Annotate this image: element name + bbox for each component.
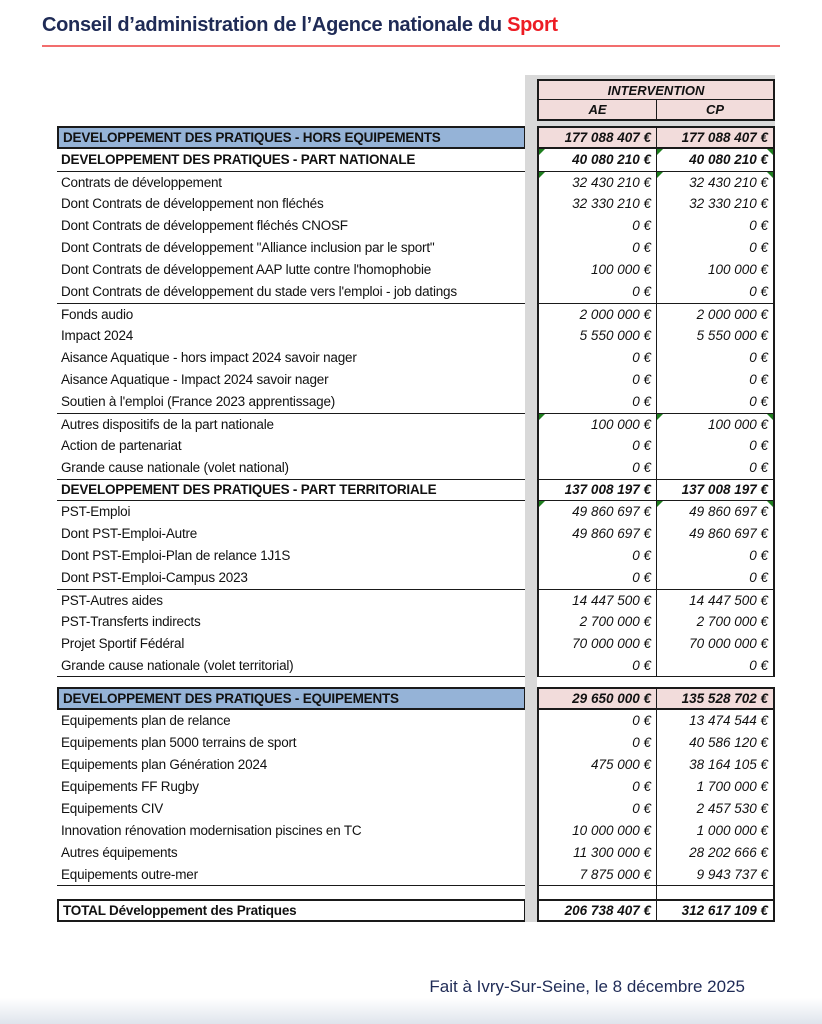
row-value-cp: 0 € xyxy=(656,545,775,567)
row-value-cp: 2 000 000 € xyxy=(656,303,775,325)
table-row xyxy=(57,281,775,303)
row-value-ae: 0 € xyxy=(537,347,656,369)
row-value-ae: 0 € xyxy=(537,655,656,677)
column-gutter xyxy=(525,303,537,325)
table-row xyxy=(57,435,775,457)
row-value-ae: 0 € xyxy=(537,776,656,798)
table-row xyxy=(57,391,775,413)
row-label: Equipements outre-mer xyxy=(57,864,525,886)
row-label: DEVELOPPEMENT DES PRATIQUES - EQUIPEMENTS xyxy=(57,687,525,710)
row-value-cp xyxy=(656,886,775,899)
column-gutter xyxy=(525,347,537,369)
table-row xyxy=(57,567,775,589)
table-row xyxy=(57,193,775,215)
table-row xyxy=(57,864,775,886)
table-row xyxy=(57,215,775,237)
row-label xyxy=(57,886,525,899)
row-value-ae: 0 € xyxy=(537,710,656,732)
table-row xyxy=(57,589,775,611)
footer-date: Fait à Ivry-Sur-Seine, le 8 décembre 2025 xyxy=(429,977,745,996)
header-col-ae: AE xyxy=(537,100,656,121)
table-row xyxy=(57,501,775,523)
row-value-cp: 32 430 210 € xyxy=(656,171,775,193)
row-label: Equipements plan de relance xyxy=(61,713,231,729)
table-row xyxy=(57,633,775,655)
row-label: Contrats de développement xyxy=(57,171,525,193)
column-gutter xyxy=(525,501,537,523)
row-label: Dont Contrats de développement non fléchés xyxy=(61,196,324,212)
table-row xyxy=(57,710,775,732)
column-gutter xyxy=(525,193,537,215)
row-value-cp: 0 € xyxy=(656,567,775,589)
row-value-cp: 1 000 000 € xyxy=(656,820,775,842)
table-row xyxy=(57,303,775,325)
row-label: Soutien à l'emploi (France 2023 apprentissage) xyxy=(61,394,336,410)
row-label: Autres équipements xyxy=(61,845,178,861)
row-value-ae: 100 000 € xyxy=(537,413,656,435)
row-value-cp: 177 088 407 € xyxy=(656,126,775,149)
row-value-cp: 49 860 697 € xyxy=(656,501,775,523)
page-title-highlight: Sport xyxy=(507,14,558,36)
row-label: Dont PST-Emploi-Plan de relance 1J1S xyxy=(61,548,291,564)
page-title-text: Conseil d’administration de l’Agence nationale du xyxy=(42,14,508,36)
row-label: DEVELOPPEMENT DES PRATIQUES - HORS EQUIPEMENTS xyxy=(57,126,525,149)
row-label: Fonds audio xyxy=(57,303,525,325)
row-value-cp: 32 330 210 € xyxy=(656,193,775,215)
row-value-ae: 0 € xyxy=(537,391,656,413)
row-label: PST-Autres aides xyxy=(57,589,525,611)
column-gutter xyxy=(525,523,537,545)
column-gutter xyxy=(525,798,537,820)
table-row xyxy=(57,776,775,798)
column-gutter xyxy=(525,820,537,842)
header-empty-cell xyxy=(57,100,525,121)
row-value-cp: 135 528 702 € xyxy=(656,687,775,710)
row-value-cp: 0 € xyxy=(656,391,775,413)
column-gutter xyxy=(525,457,537,479)
row-label: Action de partenariat xyxy=(61,438,182,454)
row-value-cp: 40 080 210 € xyxy=(656,149,775,171)
row-label: Equipements CIV xyxy=(61,801,164,817)
row-value-cp: 2 457 530 € xyxy=(656,798,775,820)
row-label: DEVELOPPEMENT DES PRATIQUES - PART TERRITORIALE xyxy=(57,479,525,501)
row-label: Grande cause nationale (volet territorial) xyxy=(57,655,525,677)
table-row xyxy=(57,479,775,501)
row-value-cp: 5 550 000 € xyxy=(656,325,775,347)
header-col-cp: CP xyxy=(656,100,775,121)
row-value-ae: 0 € xyxy=(537,281,656,303)
row-value-ae: 32 430 210 € xyxy=(537,171,656,193)
column-gutter xyxy=(525,325,537,347)
column-gutter xyxy=(525,710,537,732)
row-value-ae: 0 € xyxy=(537,237,656,259)
row-label: Aisance Aquatique - Impact 2024 savoir nager xyxy=(61,372,329,388)
column-gutter xyxy=(525,567,537,589)
table-row xyxy=(57,677,775,687)
row-label: DEVELOPPEMENT DES PRATIQUES - PART NATIONALE xyxy=(61,152,416,168)
row-value-cp: 0 € xyxy=(656,237,775,259)
bottom-gradient xyxy=(0,998,822,1024)
row-value-ae: 0 € xyxy=(537,215,656,237)
row-value-ae: 49 860 697 € xyxy=(537,523,656,545)
row-label: Equipements plan 5000 terrains de sport xyxy=(61,735,297,751)
table-row xyxy=(57,655,775,677)
row-value-ae: 177 088 407 € xyxy=(537,126,656,149)
row-value-ae: 137 008 197 € xyxy=(537,479,656,501)
row-label: Dont PST-Emploi-Campus 2023 xyxy=(61,570,248,586)
column-gutter xyxy=(525,126,537,149)
header-empty-cell xyxy=(57,79,525,100)
row-label: Projet Sportif Fédéral xyxy=(61,636,185,652)
row-value-cp: 13 474 544 € xyxy=(656,710,775,732)
column-gutter xyxy=(525,171,537,193)
column-gutter xyxy=(525,259,537,281)
row-value-ae: 0 € xyxy=(537,369,656,391)
table-row xyxy=(57,732,775,754)
row-value-cp: 137 008 197 € xyxy=(656,479,775,501)
row-label: TOTAL Développement des Pratiques xyxy=(57,899,525,922)
row-label: Aisance Aquatique - hors impact 2024 savoir nager xyxy=(61,350,357,366)
column-gutter xyxy=(525,215,537,237)
row-value-cp: 312 617 109 € xyxy=(656,899,775,922)
table-row xyxy=(57,611,775,633)
column-gutter xyxy=(525,589,537,611)
row-value-ae: 29 650 000 € xyxy=(537,687,656,710)
table-row xyxy=(57,171,775,193)
row-value-ae xyxy=(537,677,656,687)
budget-table-body xyxy=(57,126,775,922)
row-value-cp: 0 € xyxy=(656,457,775,479)
row-label: Dont PST-Emploi-Autre xyxy=(61,526,198,542)
column-gutter xyxy=(525,149,537,171)
row-value-ae: 14 447 500 € xyxy=(537,589,656,611)
table-row xyxy=(57,413,775,435)
row-value-cp: 0 € xyxy=(656,655,775,677)
table-row xyxy=(57,149,775,171)
column-gutter xyxy=(525,899,537,922)
row-value-ae: 5 550 000 € xyxy=(537,325,656,347)
budget-table xyxy=(57,75,775,922)
row-value-ae: 0 € xyxy=(537,435,656,457)
column-gutter xyxy=(525,677,537,687)
column-gutter xyxy=(525,391,537,413)
column-gutter xyxy=(525,281,537,303)
column-gutter xyxy=(525,545,537,567)
row-value-ae xyxy=(537,886,656,899)
row-value-cp: 9 943 737 € xyxy=(656,864,775,886)
row-value-ae: 10 000 000 € xyxy=(537,820,656,842)
row-value-ae: 11 300 000 € xyxy=(537,842,656,864)
row-label: Grande cause nationale (volet national) xyxy=(61,460,289,476)
column-gutter xyxy=(525,413,537,435)
row-label: Equipements plan Génération 2024 xyxy=(61,757,268,773)
row-value-cp: 38 164 105 € xyxy=(656,754,775,776)
row-label: Dont Contrats de développement AAP lutte contre l'homophobie xyxy=(61,262,432,278)
table-row xyxy=(57,369,775,391)
table-row xyxy=(57,687,775,710)
column-gutter xyxy=(525,886,537,899)
table-header-group-row xyxy=(57,79,775,100)
column-gutter xyxy=(525,369,537,391)
column-gutter xyxy=(525,864,537,886)
table-row xyxy=(57,545,775,567)
table-row xyxy=(57,820,775,842)
table-row xyxy=(57,798,775,820)
table-header-cols-row xyxy=(57,100,775,121)
row-label: Dont Contrats de développement du stade vers l'emploi - job datings xyxy=(61,284,457,300)
table-row xyxy=(57,899,775,922)
row-value-ae: 70 000 000 € xyxy=(537,633,656,655)
row-value-cp: 28 202 666 € xyxy=(656,842,775,864)
table-row xyxy=(57,237,775,259)
row-value-ae: 2 000 000 € xyxy=(537,303,656,325)
row-value-cp: 14 447 500 € xyxy=(656,589,775,611)
row-value-ae: 0 € xyxy=(537,457,656,479)
row-value-cp: 0 € xyxy=(656,215,775,237)
table-row xyxy=(57,259,775,281)
column-gutter xyxy=(525,655,537,677)
row-value-ae: 49 860 697 € xyxy=(537,501,656,523)
column-gutter xyxy=(525,79,537,100)
table-row xyxy=(57,886,775,899)
row-value-cp: 2 700 000 € xyxy=(656,611,775,633)
row-value-ae: 206 738 407 € xyxy=(537,899,656,922)
column-gutter xyxy=(525,776,537,798)
column-gutter xyxy=(525,611,537,633)
row-label: PST-Transferts indirects xyxy=(61,614,201,630)
row-label xyxy=(57,677,525,687)
row-label: Dont Contrats de développement "Alliance inclusion par le sport" xyxy=(61,240,435,256)
row-value-cp: 1 700 000 € xyxy=(656,776,775,798)
row-label: Innovation rénovation modernisation piscines en TC xyxy=(61,823,362,839)
row-value-ae: 40 080 210 € xyxy=(537,149,656,171)
column-gutter xyxy=(525,732,537,754)
column-gutter xyxy=(525,687,537,710)
row-value-cp: 70 000 000 € xyxy=(656,633,775,655)
row-value-cp: 100 000 € xyxy=(656,259,775,281)
page-title xyxy=(42,14,558,37)
row-value-cp: 40 586 120 € xyxy=(656,732,775,754)
row-value-ae: 2 700 000 € xyxy=(537,611,656,633)
row-value-cp: 100 000 € xyxy=(656,413,775,435)
row-value-ae: 0 € xyxy=(537,732,656,754)
row-label: Equipements FF Rugby xyxy=(61,779,199,795)
table-row xyxy=(57,754,775,776)
row-label: Autres dispositifs de la part nationale xyxy=(57,413,525,435)
column-gutter xyxy=(525,479,537,501)
row-value-cp: 0 € xyxy=(656,435,775,457)
row-value-ae: 100 000 € xyxy=(537,259,656,281)
column-gutter xyxy=(525,633,537,655)
table-row xyxy=(57,842,775,864)
column-gutter xyxy=(525,237,537,259)
row-value-cp: 0 € xyxy=(656,281,775,303)
table-row xyxy=(57,126,775,149)
table-row xyxy=(57,457,775,479)
column-gutter xyxy=(525,100,537,121)
row-label: PST-Emploi xyxy=(61,504,131,520)
row-value-ae: 0 € xyxy=(537,545,656,567)
title-underline xyxy=(42,45,780,47)
row-value-ae: 7 875 000 € xyxy=(537,864,656,886)
row-value-ae: 0 € xyxy=(537,798,656,820)
row-value-cp: 0 € xyxy=(656,347,775,369)
row-value-ae: 0 € xyxy=(537,567,656,589)
row-value-cp xyxy=(656,677,775,687)
column-gutter xyxy=(525,435,537,457)
column-gutter xyxy=(525,842,537,864)
table-row xyxy=(57,347,775,369)
header-intervention: INTERVENTION xyxy=(537,79,775,100)
row-value-ae: 32 330 210 € xyxy=(537,193,656,215)
row-value-cp: 0 € xyxy=(656,369,775,391)
column-gutter xyxy=(525,754,537,776)
table-row xyxy=(57,325,775,347)
row-value-ae: 475 000 € xyxy=(537,754,656,776)
row-label: Impact 2024 xyxy=(61,328,134,344)
row-label: Dont Contrats de développement fléchés CNOSF xyxy=(61,218,348,234)
table-row xyxy=(57,523,775,545)
row-value-cp: 49 860 697 € xyxy=(656,523,775,545)
